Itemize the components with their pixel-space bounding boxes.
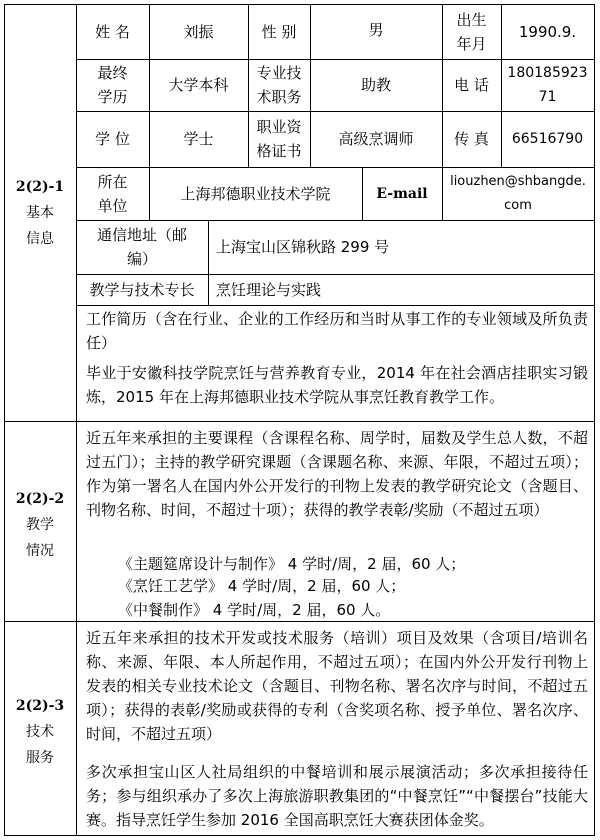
tech-title-label-line: 专业技 (256, 64, 302, 82)
unit-value: 上海邦德职业技术学院 (180, 184, 331, 203)
name-value: 刘振 (183, 22, 214, 41)
birth-label-line: 出生 (456, 10, 487, 29)
phone-value-line: 71 (538, 89, 557, 105)
address-value: 上海宝山区锦秋路 299 号 (216, 238, 390, 256)
unit-label (76, 167, 149, 220)
name-label: 姓 名 (95, 22, 130, 41)
section-title-line: 技术 (26, 724, 54, 740)
email-value-line: com (504, 197, 532, 213)
birth-value: 1990.9. (518, 22, 577, 41)
gender-value: 男 (368, 21, 384, 39)
unit-label-line: 所在 (97, 172, 128, 191)
section-code: 2(2)-2 (15, 491, 65, 507)
expertise-value: 烹饪理论与实践 (216, 280, 322, 299)
education-label-line: 最终 (97, 64, 128, 82)
tech-title-value: 助教 (360, 76, 391, 94)
teaching-heading: 近五年来承担的主要课程（含课程名称、周学时，届数及学生总人数，不超过五门）；主持的教学研究课题（含课题名称、来源、年限，不超过五项）；作为第一署名人在国内外公开发行的刊物上发表的教学研究论文（含题目、刊物名称、时间，不超过十项）；获得的教学表彰/奖励（不超过五项） (86, 429, 588, 519)
course-item: 《烹饪工艺学》 4 学时/周，2 届，60 人； (118, 577, 406, 595)
cert-label-line: 格证书 (256, 142, 302, 160)
cert-value: 高级烹调师 (338, 130, 414, 148)
education-label-line: 学历 (97, 88, 128, 106)
address-label-line: 通信地址（邮 (96, 226, 187, 244)
expertise-label: 教学与技术专长 (89, 280, 195, 299)
email-value (442, 167, 594, 220)
resume-text: 毕业于安徽科技学院烹饪与营养教育专业，2014 年在社会酒店挂职实习锻炼，2015 年在上海邦德职业技术学院从事烹饪教育教学工作。 (86, 364, 588, 406)
cert-label-line: 职业资 (256, 118, 302, 136)
fax-label: 传 真 (454, 130, 489, 148)
section-title-line: 情况 (26, 543, 54, 559)
section-title-line: 服务 (26, 750, 54, 766)
course-item: 《主题筵席设计与制作》 4 学时/周，2 届，60 人； (118, 555, 466, 573)
course-item: 《中餐制作》 4 学时/周，2 届，60 人。 (118, 601, 391, 619)
section-basic-info-label (4, 174, 76, 252)
section-title-line: 信息 (26, 231, 54, 247)
tech-title-label (248, 59, 310, 111)
degree-label: 学 位 (95, 130, 130, 148)
education-value: 大学本科 (168, 76, 229, 94)
fax-value: 66516790 (511, 131, 584, 147)
cert-label (248, 111, 310, 167)
section-code: 2(2)-3 (15, 698, 65, 714)
birth-label (442, 4, 501, 59)
education-label (76, 59, 149, 111)
service-text: 多次承担宝山区人社局组织的中餐培训和展示展演活动；多次承担接待任务；参与组织承办了多次上海旅游职教集团的“中餐烹饪”“中餐摆台”技能大赛。指导烹饪学生参加 2016 全国高职烹饪大赛获团体金奖。 (86, 763, 588, 829)
phone-value (501, 59, 594, 111)
unit-label-line: 单位 (97, 196, 128, 215)
section-title-line: 教学 (26, 517, 54, 533)
phone-label: 电 话 (454, 76, 489, 94)
birth-label-line: 年月 (456, 34, 487, 53)
service-heading: 近五年来承担的技术开发或技术服务（培训）项目及效果（含项目/培训名称、来源、年限、本人所起作用，不超过五项）；在国内外公开发行刊物上发表的相关专业技术论文（含题目、刊物名称、署名次序与时间，不超过五项）；获得的表彰/奖励或获得的专利（含奖项名称、授予单位、署名次序、时间，不超过五项） (86, 629, 588, 743)
tech-title-label-line: 术职务 (256, 88, 302, 106)
phone-value-line: 180185923 (507, 65, 588, 81)
resume-heading: 工作简历（含在行业、企业的工作经历和当时从事工作的专业领域及所负责任） (86, 310, 588, 352)
section-title-line: 基本 (26, 205, 54, 221)
email-label: E-mail (376, 185, 428, 202)
gender-label: 性 别 (261, 22, 297, 41)
degree-value: 学士 (183, 130, 214, 148)
section-teaching-label (4, 486, 76, 564)
address-label (76, 220, 208, 274)
address-label-line: 编） (126, 250, 157, 268)
section-service-label (4, 693, 76, 771)
email-value-line: liouzhen@shbangde. (450, 173, 586, 189)
section-code: 2(2)-1 (15, 179, 65, 195)
